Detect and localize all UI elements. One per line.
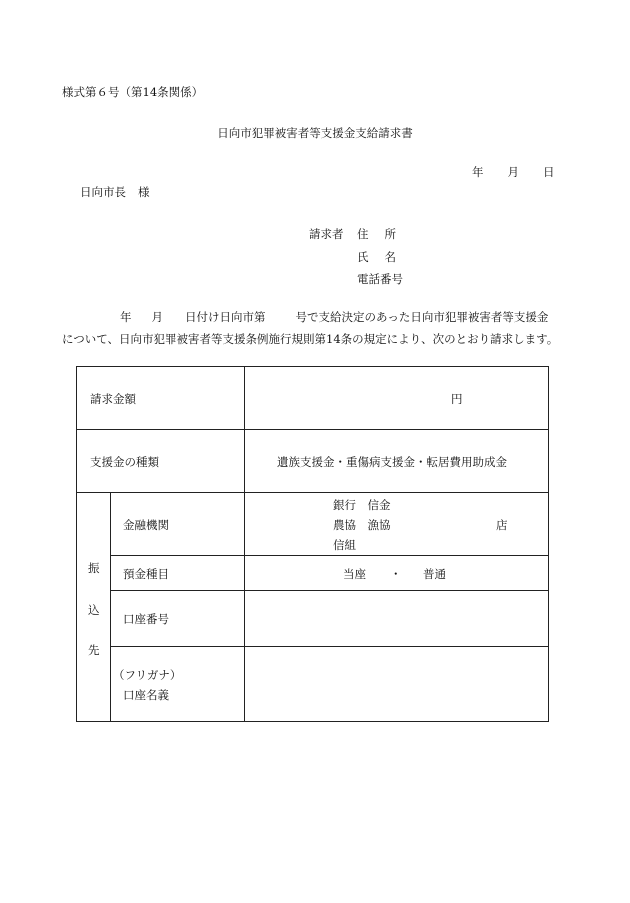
transfer-char: 振 — [88, 561, 100, 575]
bank-label: 金融機関 — [123, 518, 169, 532]
deposit-savings: 普通 — [423, 567, 446, 581]
addressee-name: 日向市長 — [80, 185, 126, 199]
date-year: 年 — [472, 165, 484, 179]
table-rule — [110, 555, 548, 556]
bank-types-row3: 信組 — [333, 538, 356, 552]
table-rule — [77, 492, 548, 493]
date-month: 月 — [507, 165, 519, 179]
amount-unit: 円 — [451, 392, 463, 406]
transfer-char: 込 — [88, 603, 100, 617]
claimant-name-label: 氏名 — [357, 250, 412, 264]
support-type-value: 遺族支援金・重傷病支援金・転居費用助成金 — [277, 455, 507, 469]
deposit-separator: ・ — [390, 567, 402, 581]
body-date-text: 日付け日向市第 — [185, 310, 266, 324]
claimant-label: 請求者 — [309, 227, 344, 241]
body-year: 年 — [120, 310, 132, 324]
claimant-phone-label: 電話番号 — [357, 272, 403, 286]
body-text-line1 — [120, 309, 548, 325]
account-holder-label: 口座名義 — [123, 688, 169, 702]
branch-label: 店 — [496, 518, 508, 532]
bank-types-row2: 農協 漁協 — [333, 518, 391, 532]
table-rule — [244, 367, 245, 721]
support-type-label: 支援金の種類 — [90, 455, 159, 469]
deposit-type-label: 預金種目 — [123, 567, 169, 581]
transfer-char: 先 — [88, 643, 100, 657]
claim-table — [76, 366, 549, 722]
body-month: 月 — [151, 310, 163, 324]
body-text-line2: について、日向市犯罪被害者等支援条例施行規則第14条の規定により、次のとおり請求します。 — [62, 332, 559, 346]
table-rule — [110, 492, 111, 721]
table-rule — [110, 590, 548, 591]
bank-types-row1: 銀行 信金 — [333, 498, 391, 512]
account-number-label: 口座番号 — [123, 612, 169, 626]
body-rest: 号で支給決定のあった日向市犯罪被害者等支援金 — [295, 310, 549, 324]
furigana-label: （フリガナ） — [113, 668, 182, 682]
table-rule — [110, 646, 548, 647]
date-row — [472, 164, 555, 180]
amount-label: 請求金額 — [90, 392, 136, 406]
form-number: 様式第６号（第14条関係） — [62, 85, 204, 99]
addressee-honorific: 様 — [138, 185, 150, 199]
claimant-address-label: 住所 — [357, 227, 412, 241]
deposit-current: 当座 — [343, 567, 366, 581]
table-rule — [77, 429, 548, 430]
addressee — [80, 184, 150, 200]
date-day: 日 — [543, 165, 555, 179]
document-title: 日向市犯罪被害者等支援金支給請求書 — [217, 126, 413, 140]
